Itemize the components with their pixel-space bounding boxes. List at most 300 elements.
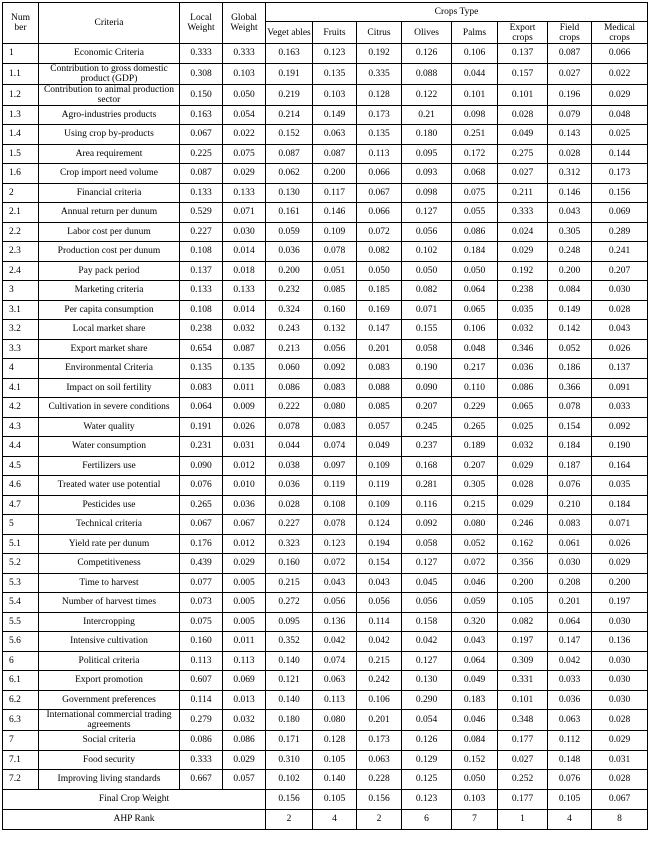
row-crop-value: 0.191 <box>266 63 313 84</box>
row-crop-value: 0.207 <box>402 398 452 418</box>
row-crop-value: 0.163 <box>266 44 313 64</box>
row-global-weight: 0.133 <box>223 281 266 301</box>
row-local-weight: 0.265 <box>180 495 223 515</box>
row-number: 1.5 <box>3 144 39 164</box>
row-crop-value: 0.045 <box>402 573 452 593</box>
row-crop-value: 0.200 <box>548 261 592 281</box>
row-crop-value: 0.028 <box>266 495 313 515</box>
row-global-weight: 0.133 <box>223 183 266 203</box>
row-crop-value: 0.105 <box>498 593 548 613</box>
row-crop-value: 0.331 <box>498 671 548 691</box>
row-global-weight: 0.014 <box>223 242 266 262</box>
row-crop-value: 0.101 <box>452 84 498 105</box>
ahp-rank-value: 2 <box>266 809 313 829</box>
row-number: 1.4 <box>3 125 39 145</box>
row-crop-value: 0.030 <box>592 651 648 671</box>
row-crop-value: 0.080 <box>313 398 357 418</box>
row-crop-value: 0.180 <box>266 710 313 731</box>
row-criteria: Time to harvest <box>39 573 180 593</box>
row-global-weight: 0.029 <box>223 164 266 184</box>
table-row <box>3 398 648 418</box>
row-crop-value: 0.183 <box>452 690 498 710</box>
row-crop-value: 0.044 <box>266 437 313 457</box>
row-crop-value: 0.065 <box>498 398 548 418</box>
row-crop-value: 0.201 <box>357 710 402 731</box>
row-number: 5.5 <box>3 612 39 632</box>
row-crop-value: 0.050 <box>357 261 402 281</box>
row-crop-value: 0.192 <box>498 261 548 281</box>
row-crop-value: 0.049 <box>498 125 548 145</box>
table-row <box>3 437 648 457</box>
row-number: 6.2 <box>3 690 39 710</box>
row-number: 4.1 <box>3 378 39 398</box>
row-local-weight: 0.163 <box>180 105 223 125</box>
row-criteria: Treated water use potential <box>39 476 180 496</box>
row-crop-value: 0.063 <box>548 710 592 731</box>
row-local-weight: 0.133 <box>180 281 223 301</box>
row-crop-value: 0.127 <box>402 554 452 574</box>
ahp-rank-value: 6 <box>402 809 452 829</box>
row-number: 3.1 <box>3 300 39 320</box>
row-global-weight: 0.005 <box>223 573 266 593</box>
row-criteria: Fertilizers use <box>39 456 180 476</box>
row-crop-value: 0.229 <box>452 398 498 418</box>
row-crop-value: 0.085 <box>313 281 357 301</box>
row-crop-value: 0.060 <box>266 359 313 379</box>
row-crop-value: 0.050 <box>452 770 498 790</box>
row-crop-value: 0.056 <box>313 593 357 613</box>
row-local-weight: 0.113 <box>180 651 223 671</box>
row-crop-value: 0.232 <box>266 281 313 301</box>
row-crop-value: 0.140 <box>266 651 313 671</box>
row-local-weight: 0.227 <box>180 222 223 242</box>
row-criteria: Social criteria <box>39 731 180 751</box>
row-criteria: Agro-industries products <box>39 105 180 125</box>
row-crop-value: 0.127 <box>402 203 452 223</box>
row-crop-value: 0.038 <box>266 456 313 476</box>
row-global-weight: 0.022 <box>223 125 266 145</box>
row-criteria: Number of harvest times <box>39 593 180 613</box>
row-crop-value: 0.173 <box>592 164 648 184</box>
row-crop-value: 0.348 <box>498 710 548 731</box>
row-crop-value: 0.029 <box>498 242 548 262</box>
row-crop-value: 0.154 <box>357 554 402 574</box>
row-crop-value: 0.173 <box>357 105 402 125</box>
row-crop-value: 0.091 <box>592 378 648 398</box>
row-crop-value: 0.085 <box>357 398 402 418</box>
row-crop-value: 0.056 <box>402 593 452 613</box>
row-crop-value: 0.184 <box>548 437 592 457</box>
row-crop-value: 0.180 <box>402 125 452 145</box>
table-row <box>3 632 648 652</box>
row-crop-value: 0.097 <box>313 456 357 476</box>
row-crop-value: 0.029 <box>498 495 548 515</box>
row-crop-value: 0.215 <box>357 651 402 671</box>
header-local-weight: Local Weight <box>180 3 223 44</box>
row-global-weight: 0.029 <box>223 554 266 574</box>
row-global-weight: 0.013 <box>223 690 266 710</box>
row-crop-value: 0.113 <box>313 690 357 710</box>
row-crop-value: 0.043 <box>548 203 592 223</box>
header-crop: Citrus <box>357 22 402 44</box>
row-crop-value: 0.160 <box>266 554 313 574</box>
row-crop-value: 0.237 <box>402 437 452 457</box>
row-crop-value: 0.275 <box>498 144 548 164</box>
row-crop-value: 0.029 <box>498 456 548 476</box>
row-crop-value: 0.109 <box>357 495 402 515</box>
row-crop-value: 0.251 <box>452 125 498 145</box>
row-local-weight: 0.073 <box>180 593 223 613</box>
header-crop: Field crops <box>548 22 592 44</box>
table-row <box>3 495 648 515</box>
row-local-weight: 0.529 <box>180 203 223 223</box>
row-crop-value: 0.076 <box>548 476 592 496</box>
row-crop-value: 0.078 <box>313 515 357 535</box>
row-number: 2.3 <box>3 242 39 262</box>
row-crop-value: 0.052 <box>548 339 592 359</box>
row-crop-value: 0.186 <box>548 359 592 379</box>
row-global-weight: 0.071 <box>223 203 266 223</box>
row-crop-value: 0.217 <box>452 359 498 379</box>
row-crop-value: 0.031 <box>592 750 648 770</box>
row-crop-value: 0.030 <box>592 690 648 710</box>
row-local-weight: 0.231 <box>180 437 223 457</box>
row-crop-value: 0.028 <box>498 105 548 125</box>
row-crop-value: 0.265 <box>452 417 498 437</box>
row-global-weight: 0.010 <box>223 476 266 496</box>
row-local-weight: 0.439 <box>180 554 223 574</box>
row-crop-value: 0.108 <box>313 495 357 515</box>
row-crop-value: 0.128 <box>313 731 357 751</box>
row-crop-value: 0.059 <box>266 222 313 242</box>
row-crop-value: 0.026 <box>592 339 648 359</box>
row-number: 1.2 <box>3 84 39 105</box>
row-local-weight: 0.176 <box>180 534 223 554</box>
row-crop-value: 0.246 <box>498 515 548 535</box>
row-crop-value: 0.058 <box>402 534 452 554</box>
row-crop-value: 0.219 <box>266 84 313 105</box>
row-criteria: Intercropping <box>39 612 180 632</box>
row-crop-value: 0.063 <box>313 125 357 145</box>
row-crop-value: 0.048 <box>592 105 648 125</box>
row-criteria: Government preferences <box>39 690 180 710</box>
row-crop-value: 0.029 <box>592 731 648 751</box>
row-crop-value: 0.146 <box>548 183 592 203</box>
row-crop-value: 0.076 <box>548 770 592 790</box>
row-crop-value: 0.352 <box>266 632 313 652</box>
table-row <box>3 222 648 242</box>
row-crop-value: 0.210 <box>548 495 592 515</box>
row-crop-value: 0.095 <box>266 612 313 632</box>
row-crop-value: 0.196 <box>548 84 592 105</box>
row-criteria: Water consumption <box>39 437 180 457</box>
row-crop-value: 0.025 <box>592 125 648 145</box>
row-local-weight: 0.108 <box>180 300 223 320</box>
row-criteria: Labor cost per dunum <box>39 222 180 242</box>
row-global-weight: 0.135 <box>223 359 266 379</box>
row-crop-value: 0.065 <box>452 300 498 320</box>
row-crop-value: 0.154 <box>548 417 592 437</box>
table-row <box>3 573 648 593</box>
row-global-weight: 0.026 <box>223 417 266 437</box>
row-crop-value: 0.148 <box>548 750 592 770</box>
row-crop-value: 0.200 <box>498 573 548 593</box>
table-row <box>3 144 648 164</box>
row-crop-value: 0.184 <box>592 495 648 515</box>
row-crop-value: 0.238 <box>498 281 548 301</box>
row-crop-value: 0.083 <box>313 378 357 398</box>
row-global-weight: 0.014 <box>223 300 266 320</box>
row-crop-value: 0.098 <box>452 105 498 125</box>
row-crop-value: 0.215 <box>266 573 313 593</box>
row-local-weight: 0.083 <box>180 378 223 398</box>
row-crop-value: 0.113 <box>357 144 402 164</box>
row-criteria: International commercial trading agreements <box>39 710 180 731</box>
row-crop-value: 0.144 <box>592 144 648 164</box>
table-row <box>3 281 648 301</box>
row-crop-value: 0.200 <box>592 573 648 593</box>
row-crop-value: 0.052 <box>452 534 498 554</box>
row-criteria: Cultivation in severe conditions <box>39 398 180 418</box>
header-crops-type: Crops Type <box>266 3 648 22</box>
row-crop-value: 0.066 <box>357 164 402 184</box>
row-number: 1.3 <box>3 105 39 125</box>
row-number: 5.6 <box>3 632 39 652</box>
row-criteria: Area requirement <box>39 144 180 164</box>
row-crop-value: 0.083 <box>548 515 592 535</box>
row-crop-value: 0.201 <box>357 339 402 359</box>
row-crop-value: 0.072 <box>357 222 402 242</box>
row-local-weight: 0.150 <box>180 84 223 105</box>
row-crop-value: 0.046 <box>452 573 498 593</box>
row-global-weight: 0.036 <box>223 495 266 515</box>
row-crop-value: 0.130 <box>266 183 313 203</box>
row-crop-value: 0.057 <box>357 417 402 437</box>
row-crop-value: 0.222 <box>266 398 313 418</box>
row-criteria: Export promotion <box>39 671 180 691</box>
row-crop-value: 0.160 <box>313 300 357 320</box>
row-crop-value: 0.083 <box>313 417 357 437</box>
row-number: 5 <box>3 515 39 535</box>
row-number: 5.2 <box>3 554 39 574</box>
row-crop-value: 0.103 <box>313 84 357 105</box>
row-crop-value: 0.049 <box>452 671 498 691</box>
final-weight-value: 0.067 <box>592 789 648 809</box>
row-crop-value: 0.127 <box>402 651 452 671</box>
final-weight-value: 0.123 <box>402 789 452 809</box>
row-crop-value: 0.071 <box>402 300 452 320</box>
table-row <box>3 671 648 691</box>
table-row <box>3 261 648 281</box>
row-crop-value: 0.084 <box>452 731 498 751</box>
row-crop-value: 0.087 <box>266 144 313 164</box>
row-crop-value: 0.043 <box>313 573 357 593</box>
header-row-1 <box>3 3 648 22</box>
row-crop-value: 0.027 <box>498 750 548 770</box>
row-criteria: Contribution to animal production sector <box>39 84 180 105</box>
row-crop-value: 0.214 <box>266 105 313 125</box>
row-global-weight: 0.057 <box>223 770 266 790</box>
row-crop-value: 0.030 <box>592 281 648 301</box>
row-crop-value: 0.320 <box>452 612 498 632</box>
table-row <box>3 554 648 574</box>
row-local-weight: 0.667 <box>180 770 223 790</box>
header-crop: Medical crops <box>592 22 648 44</box>
row-local-weight: 0.225 <box>180 144 223 164</box>
row-crop-value: 0.090 <box>402 378 452 398</box>
ahp-rank-label: AHP Rank <box>3 809 266 829</box>
row-crop-value: 0.084 <box>548 281 592 301</box>
row-crop-value: 0.126 <box>402 731 452 751</box>
row-crop-value: 0.272 <box>266 593 313 613</box>
row-crop-value: 0.157 <box>498 63 548 84</box>
row-crop-value: 0.152 <box>266 125 313 145</box>
row-number: 4.4 <box>3 437 39 457</box>
row-crop-value: 0.030 <box>548 554 592 574</box>
row-crop-value: 0.164 <box>592 456 648 476</box>
row-number: 1.6 <box>3 164 39 184</box>
row-crop-value: 0.027 <box>498 164 548 184</box>
row-crop-value: 0.056 <box>313 339 357 359</box>
row-number: 5.4 <box>3 593 39 613</box>
row-crop-value: 0.132 <box>313 320 357 340</box>
row-crop-value: 0.215 <box>452 495 498 515</box>
row-crop-value: 0.173 <box>357 731 402 751</box>
row-crop-value: 0.162 <box>498 534 548 554</box>
row-crop-value: 0.227 <box>266 515 313 535</box>
row-criteria: Using crop by-products <box>39 125 180 145</box>
row-crop-value: 0.072 <box>313 554 357 574</box>
row-crop-value: 0.190 <box>592 437 648 457</box>
header-crop: Veget ables <box>266 22 313 44</box>
row-crop-value: 0.029 <box>592 84 648 105</box>
table-row <box>3 593 648 613</box>
row-criteria: Production cost per dunum <box>39 242 180 262</box>
row-global-weight: 0.029 <box>223 750 266 770</box>
row-crop-value: 0.029 <box>592 554 648 574</box>
table-body <box>3 44 648 790</box>
row-crop-value: 0.149 <box>548 300 592 320</box>
row-crop-value: 0.189 <box>452 437 498 457</box>
row-crop-value: 0.140 <box>266 690 313 710</box>
table-row <box>3 320 648 340</box>
row-crop-value: 0.056 <box>402 222 452 242</box>
row-crop-value: 0.109 <box>313 222 357 242</box>
table-row <box>3 710 648 731</box>
row-global-weight: 0.018 <box>223 261 266 281</box>
row-crop-value: 0.055 <box>452 203 498 223</box>
row-crop-value: 0.305 <box>452 476 498 496</box>
row-crop-value: 0.192 <box>357 44 402 64</box>
row-crop-value: 0.136 <box>592 632 648 652</box>
row-crop-value: 0.048 <box>452 339 498 359</box>
row-crop-value: 0.130 <box>402 671 452 691</box>
row-crop-value: 0.042 <box>357 632 402 652</box>
row-crop-value: 0.324 <box>266 300 313 320</box>
table-row <box>3 125 648 145</box>
row-crop-value: 0.228 <box>357 770 402 790</box>
row-crop-value: 0.117 <box>313 183 357 203</box>
row-local-weight: 0.077 <box>180 573 223 593</box>
row-global-weight: 0.032 <box>223 710 266 731</box>
row-criteria: Water quality <box>39 417 180 437</box>
row-crop-value: 0.125 <box>402 770 452 790</box>
header-crop: Export crops <box>498 22 548 44</box>
row-local-weight: 0.238 <box>180 320 223 340</box>
row-crop-value: 0.184 <box>452 242 498 262</box>
row-crop-value: 0.035 <box>592 476 648 496</box>
header-global-weight: Global Weight <box>223 3 266 44</box>
row-crop-value: 0.086 <box>452 222 498 242</box>
row-number: 5.1 <box>3 534 39 554</box>
final-weight-value: 0.156 <box>357 789 402 809</box>
row-crop-value: 0.054 <box>402 710 452 731</box>
row-crop-value: 0.050 <box>452 261 498 281</box>
table-row <box>3 456 648 476</box>
row-crop-value: 0.146 <box>313 203 357 223</box>
row-number: 4.5 <box>3 456 39 476</box>
row-local-weight: 0.086 <box>180 731 223 751</box>
table-row <box>3 731 648 751</box>
row-local-weight: 0.654 <box>180 339 223 359</box>
row-crop-value: 0.128 <box>357 84 402 105</box>
row-number: 6 <box>3 651 39 671</box>
ahp-rank-value: 2 <box>357 809 402 829</box>
row-number: 4.7 <box>3 495 39 515</box>
row-number: 4.6 <box>3 476 39 496</box>
row-criteria: Export market share <box>39 339 180 359</box>
final-weight-label: Final Crop Weight <box>3 789 266 809</box>
row-crop-value: 0.059 <box>452 593 498 613</box>
table-row <box>3 183 648 203</box>
row-crop-value: 0.092 <box>592 417 648 437</box>
row-global-weight: 0.005 <box>223 612 266 632</box>
row-crop-value: 0.028 <box>592 300 648 320</box>
row-global-weight: 0.012 <box>223 456 266 476</box>
row-crop-value: 0.028 <box>548 144 592 164</box>
row-number: 2.1 <box>3 203 39 223</box>
row-crop-value: 0.137 <box>498 44 548 64</box>
row-crop-value: 0.208 <box>548 573 592 593</box>
row-crop-value: 0.043 <box>592 320 648 340</box>
row-crop-value: 0.105 <box>313 750 357 770</box>
final-weight-value: 0.156 <box>266 789 313 809</box>
table-row <box>3 417 648 437</box>
row-crop-value: 0.281 <box>402 476 452 496</box>
header-number: Num ber <box>3 3 39 44</box>
row-crop-value: 0.068 <box>452 164 498 184</box>
table-row <box>3 750 648 770</box>
row-crop-value: 0.119 <box>313 476 357 496</box>
row-global-weight: 0.075 <box>223 144 266 164</box>
row-crop-value: 0.042 <box>313 632 357 652</box>
table-row <box>3 476 648 496</box>
row-crop-value: 0.049 <box>357 437 402 457</box>
row-crop-value: 0.025 <box>498 417 548 437</box>
table-row <box>3 690 648 710</box>
row-global-weight: 0.087 <box>223 339 266 359</box>
row-crop-value: 0.252 <box>498 770 548 790</box>
row-crop-value: 0.122 <box>402 84 452 105</box>
row-crop-value: 0.356 <box>498 554 548 574</box>
table-row <box>3 359 648 379</box>
row-crop-value: 0.142 <box>548 320 592 340</box>
row-crop-value: 0.098 <box>402 183 452 203</box>
row-number: 2 <box>3 183 39 203</box>
row-crop-value: 0.152 <box>452 750 498 770</box>
row-crop-value: 0.046 <box>452 710 498 731</box>
row-crop-value: 0.043 <box>452 632 498 652</box>
